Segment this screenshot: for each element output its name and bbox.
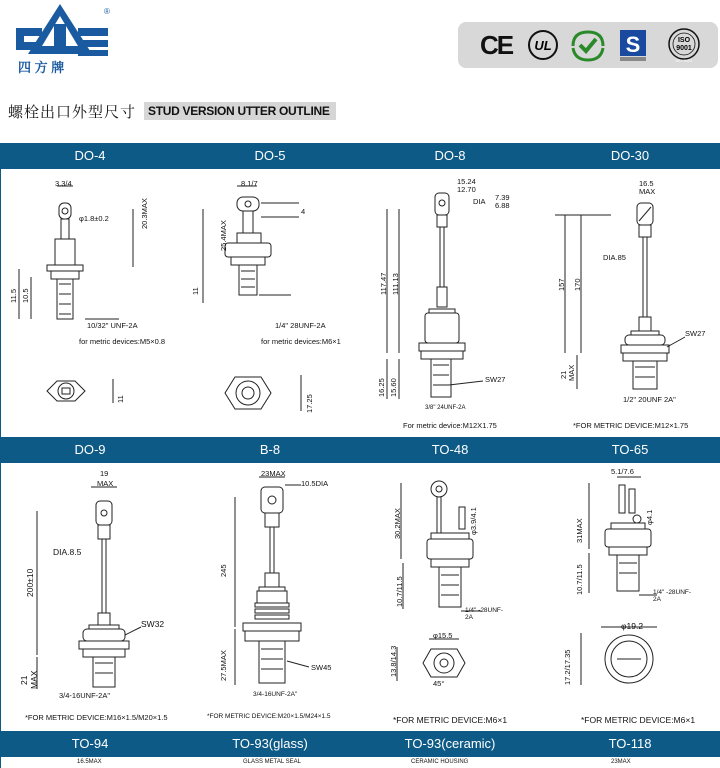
section-title: [8, 100, 336, 122]
certification-bar: [458, 22, 718, 68]
cell-to94: 16.5MAX: [1, 757, 181, 768]
ccc-mark-icon: [568, 28, 608, 62]
cell-label-do8: DO-8: [434, 148, 466, 163]
svg-text:ISO: ISO: [677, 37, 691, 44]
cell-do30: 16.5 MAX DIA.85 157 170 21 MAX SW27 1/2" 20UNF 2A" *FOR METRIC DEVICE:M12×1.75: [541, 169, 720, 437]
cell-label-do9: DO-9: [74, 442, 106, 457]
title-cn: 螺栓出口外型尺寸: [8, 102, 137, 121]
logo-chars: 四 方 牌: [18, 60, 65, 75]
cell-do5: 8.1/7 4 25.4MAX 11 17.25 1/4" 28UNF-2A for metric devices:M6×1: [181, 169, 361, 437]
cell-b8: 23MAX 10.5DIA 245 27.5MAX SW45 3/4-16UNF-2A" *FOR METRIC DEVICE:M20×1.5/M24×1.5: [181, 463, 361, 731]
cell-do9: 19 MAX DIA.8.5 200±10 21 MAX SW32 3/4-16UNF-2A" *FOR METRIC DEVICE:M16×1.5/M20×1.5: [1, 463, 181, 731]
cell-to93-ceramic: CERAMIC HOUSING: [361, 757, 541, 768]
svg-text:ISO 9001: ISO 9001: [675, 58, 693, 63]
cell-label-to118: TO-118: [608, 736, 652, 751]
cell-label-to48: TO-48: [431, 442, 469, 457]
cell-label-to93-glass: TO-93(glass): [232, 736, 308, 751]
cell-do4: 3.3/4 φ1.8±0.2 20.3MAX 11.5 10.5 11 10/32" UNF-2A for metric devices:M5×0.8: [1, 169, 181, 437]
cell-label-b8: B-8: [259, 442, 281, 457]
cell-label-to94: TO-94: [71, 736, 109, 751]
brand-logo: [8, 2, 118, 78]
cell-to93-glass: GLASS METAL SEAL: [181, 757, 361, 768]
quality-mark-icon: [616, 28, 650, 62]
svg-text:UL: UL: [534, 38, 552, 53]
ul-mark-icon: [526, 28, 560, 62]
cell-label-do30: DO-30: [610, 148, 650, 163]
ce-mark-icon: CE: [479, 29, 513, 60]
cell-label-do5: DO-5: [254, 148, 286, 163]
cell-do8: 15.24 12.70 DIA 7.39 6.88 117.47 111.13 16.25 15.60 SW27 3/8" 24UNF-2A For metric device:M12X1.75: [361, 169, 541, 437]
cell-to65: 5.1/7.6 31MAX φ4.1 10.7/11.5 φ19.2 17.2/17.35 1/4" -28UNF-2A *FOR METRIC DEVICE:M6×1: [541, 463, 720, 731]
cell-label-to65: TO-65: [611, 442, 649, 457]
iso-mark-icon: [662, 28, 706, 62]
svg-text:S: S: [625, 32, 641, 57]
cell-label-to93-ceramic: TO-93(ceramic): [404, 736, 496, 751]
cell-to118: 23MAX: [541, 757, 720, 768]
title-en: STUD VERSION UTTER OUTLINE: [144, 102, 336, 120]
cell-to48: 30.2MAX φ3.9/4.1 10.7/11.5 φ15.5 13.8/14.3 45° 1/4" -28UNF-2A *FOR METRIC DEVICE:M6×1: [361, 463, 541, 731]
svg-text:®: ®: [104, 7, 110, 16]
svg-text:9001: 9001: [676, 45, 692, 52]
cell-label-do4: DO-4: [74, 148, 106, 163]
page-header: [0, 0, 720, 90]
